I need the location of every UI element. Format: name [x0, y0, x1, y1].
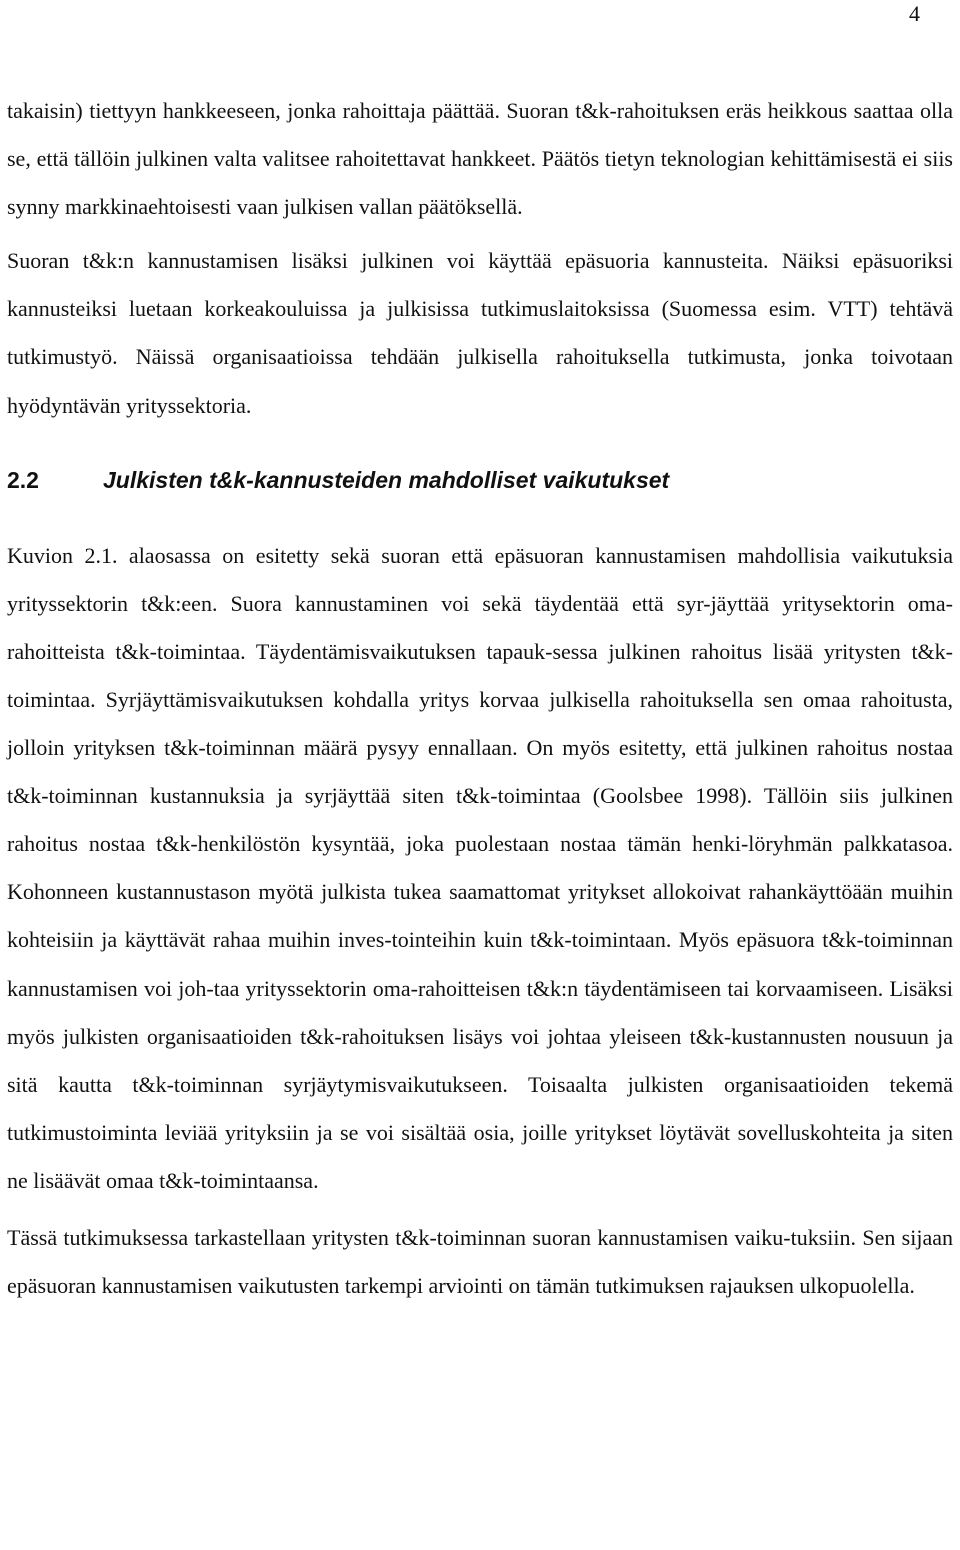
- paragraph-effects: Kuvion 2.1. alaosassa on esitetty sekä suoran että epäsuoran kannustamisen mahdollisia vaikutuksia yrityssektorin t&k:een. Suora kannustaminen voi sekä täydentää että syr-jäyttää yritysektorin oma-rahoitteista t&k-toimintaa. Täydentämisvaikutuksen tapauk-sessa julkinen rahoitus lisää yritysten t&k-toimintaa. Syrjäyttämisvaikutuksen kohdalla yritys korvaa julkisella rahoituksella sen omaa rahoitusta, jolloin yrityksen t&k-toiminnan määrä pysyy ennallaan. On myös esitetty, että julkinen rahoitus nostaa t&k-toiminnan kustannuksia ja syrjäyttää siten t&k-toimintaa (Goolsbee 1998). Tällöin siis julkinen rahoitus nostaa t&k-henkilöstön kysyntää, joka puolestaan nostaa tämän henki-löryhmän palkkatasoa. Kohonneen kustannustason myötä julkista tukea saamattomat yritykset allokoivat rahankäyttöään muihin kohteisiin ja käyttävät rahaa muihin inves-tointeihin kuin t&k-toimintaan. Myös epäsuora t&k-toiminnan kannustamisen voi joh-taa yrityssektorin oma-rahoitteisen t&k:n täydentämiseen tai korvaamiseen. Lisäksi myös julkisten organisaatioiden t&k-rahoituksen lisäys voi johtaa yleiseen t&k-kustannusten nousuun ja sitä kautta t&k-toiminnan syrjäytymisvaikutukseen. Toisaalta julkisten organisaatioiden tekemä tutkimustoiminta leviää yrityksiin ja se voi sisältää osia, joille yritykset löytävät sovelluskohteita ja siten ne lisäävät omaa t&k-toimintaansa.: [7, 542, 953, 1193]
- paragraph-scope: Tässä tutkimuksessa tarkastellaan yritysten t&k-toiminnan suoran kannustamisen vaiku-tuksiin. Sen sijaan epäsuoran kannustamisen vaikutusten tarkempi arviointi on tämän tutkimuksen rajauksen ulkopuolella.: [7, 1224, 953, 1299]
- page-number: 4: [909, 1, 920, 26]
- section-title: Julkisten t&k-kannusteiden mahdolliset vaikutukset: [103, 466, 670, 493]
- section-heading: [7, 456, 953, 504]
- paragraph-indirect-incentives: Suoran t&k:n kannustamisen lisäksi julkinen voi käyttää epäsuoria kannusteita. Näiksi epäsuoriksi kannusteiksi luetaan korkeakouluissa ja julkisissa tutkimuslaitoksissa (Suomessa esim. VTT) tehtävä tutkimustyö. Näissä organisaatioissa tehdään julkisella rahoituksella tutkimusta, jonka toivotaan hyödyntävän yrityssektoria.: [7, 248, 953, 418]
- paragraph-direct-funding: takaisin) tiettyyn hankkeeseen, jonka rahoittaja päättää. Suoran t&k-rahoituksen eräs heikkous saattaa olla se, että tällöin julkinen valta valitsee rahoitettavat hankkeet. Päätös tietyn teknologian kehittämisestä ei siis synny markkinaehtoisesti vaan julkisen vallan päätöksellä.: [7, 98, 953, 220]
- document-body: [7, 87, 953, 1310]
- section-number: 2.2: [7, 466, 39, 493]
